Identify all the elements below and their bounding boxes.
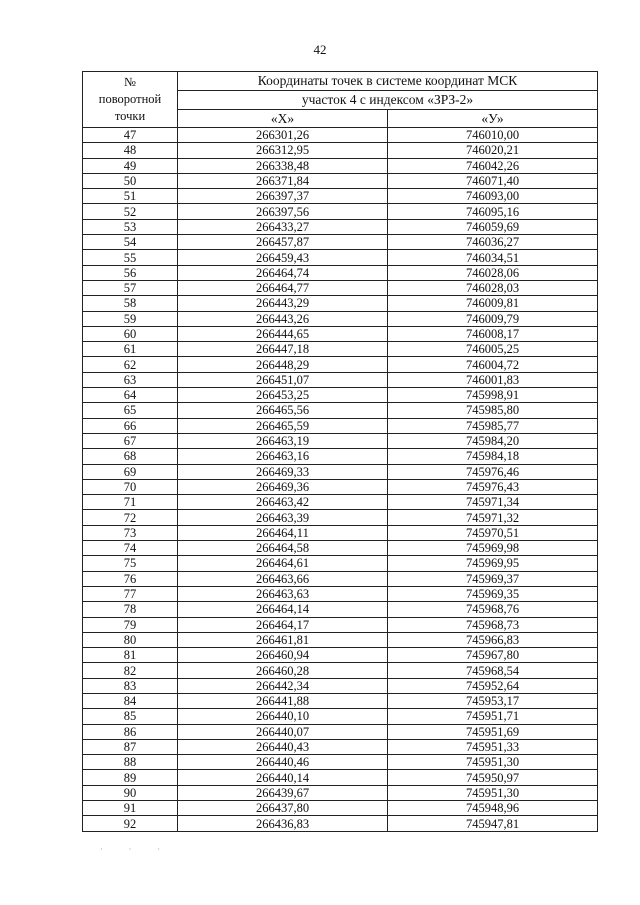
point-number-cell: 59 (83, 311, 178, 326)
table-row (83, 479, 598, 494)
x-coordinate-cell: 266460,28 (178, 663, 388, 678)
table-row (83, 525, 598, 540)
x-coordinate-cell: 266437,80 (178, 801, 388, 816)
point-number-cell: 65 (83, 403, 178, 418)
table-row (83, 296, 598, 311)
point-number-cell: 64 (83, 388, 178, 403)
y-coordinate-cell: 746001,83 (388, 372, 598, 387)
table-row (83, 464, 598, 479)
y-coordinate-cell: 745969,95 (388, 556, 598, 571)
y-coordinate-cell: 746009,79 (388, 311, 598, 326)
x-coordinate-cell: 266447,18 (178, 342, 388, 357)
table-row (83, 755, 598, 770)
table-row (83, 418, 598, 433)
table-row (83, 709, 598, 724)
x-coordinate-cell: 266469,36 (178, 479, 388, 494)
y-coordinate-cell: 745971,32 (388, 510, 598, 525)
x-coordinate-cell: 266433,27 (178, 219, 388, 234)
x-coordinate-cell: 266463,19 (178, 433, 388, 448)
point-number-cell: 92 (83, 816, 178, 831)
point-number-cell: 75 (83, 556, 178, 571)
y-coordinate-cell: 745985,80 (388, 403, 598, 418)
x-coordinate-cell: 266463,39 (178, 510, 388, 525)
point-number-cell: 61 (83, 342, 178, 357)
y-coordinate-cell: 746071,40 (388, 173, 598, 188)
table-row (83, 510, 598, 525)
table-row (83, 663, 598, 678)
table-row (83, 204, 598, 219)
x-coordinate-cell: 266453,25 (178, 388, 388, 403)
table-row (83, 739, 598, 754)
x-coordinate-cell: 266464,61 (178, 556, 388, 571)
coordinates-table (82, 71, 598, 832)
point-number-cell: 66 (83, 418, 178, 433)
table-row (83, 724, 598, 739)
y-coordinate-cell: 745969,35 (388, 586, 598, 601)
x-coordinate-cell: 266463,16 (178, 449, 388, 464)
table-row (83, 433, 598, 448)
table-row (83, 189, 598, 204)
table-row (83, 265, 598, 280)
point-number-cell: 76 (83, 571, 178, 586)
point-number-cell: 51 (83, 189, 178, 204)
table-row (83, 173, 598, 188)
y-coordinate-cell: 745984,20 (388, 433, 598, 448)
point-number-cell: 84 (83, 693, 178, 708)
table-row (83, 326, 598, 341)
x-coordinate-cell: 266338,48 (178, 158, 388, 173)
table-row (83, 342, 598, 357)
x-coordinate-cell: 266464,77 (178, 280, 388, 295)
point-number-header (83, 72, 178, 128)
y-coordinate-cell: 746009,81 (388, 296, 598, 311)
x-column-header: «Х» (178, 110, 388, 128)
y-coordinate-cell: 745976,43 (388, 479, 598, 494)
x-coordinate-cell: 266441,88 (178, 693, 388, 708)
point-number-cell: 48 (83, 143, 178, 158)
y-coordinate-cell: 745966,83 (388, 632, 598, 647)
y-coordinate-cell: 746020,21 (388, 143, 598, 158)
y-coordinate-cell: 746005,25 (388, 342, 598, 357)
x-coordinate-cell: 266463,42 (178, 495, 388, 510)
table-row (83, 632, 598, 647)
x-coordinate-cell: 266464,17 (178, 617, 388, 632)
table-row (83, 158, 598, 173)
point-number-cell: 60 (83, 326, 178, 341)
point-number-cell: 55 (83, 250, 178, 265)
table-row (83, 556, 598, 571)
point-number-cell: 81 (83, 648, 178, 663)
y-coordinate-cell: 746059,69 (388, 219, 598, 234)
x-coordinate-cell: 266439,67 (178, 785, 388, 800)
point-number-cell: 72 (83, 510, 178, 525)
point-number-cell: 50 (83, 173, 178, 188)
point-number-header-line-2: поворотной (98, 92, 162, 106)
y-coordinate-cell: 745952,64 (388, 678, 598, 693)
y-column-header: «У» (388, 110, 598, 128)
x-coordinate-cell: 266461,81 (178, 632, 388, 647)
x-coordinate-cell: 266397,56 (178, 204, 388, 219)
x-coordinate-cell: 266440,43 (178, 739, 388, 754)
point-number-cell: 52 (83, 204, 178, 219)
y-coordinate-cell: 745951,71 (388, 709, 598, 724)
table-row (83, 495, 598, 510)
y-coordinate-cell: 745967,80 (388, 648, 598, 663)
table-row (83, 449, 598, 464)
table-row (83, 128, 598, 143)
y-coordinate-cell: 746028,06 (388, 265, 598, 280)
point-number-cell: 74 (83, 541, 178, 556)
table-row (83, 541, 598, 556)
y-coordinate-cell: 745969,98 (388, 541, 598, 556)
point-number-cell: 88 (83, 755, 178, 770)
point-number-cell: 54 (83, 235, 178, 250)
x-coordinate-cell: 266465,59 (178, 418, 388, 433)
point-number-cell: 57 (83, 280, 178, 295)
x-coordinate-cell: 266436,83 (178, 816, 388, 831)
point-number-cell: 62 (83, 357, 178, 372)
y-coordinate-cell: 745948,96 (388, 801, 598, 816)
x-coordinate-cell: 266469,33 (178, 464, 388, 479)
y-coordinate-cell: 746004,72 (388, 357, 598, 372)
table-row (83, 219, 598, 234)
x-coordinate-cell: 266440,46 (178, 755, 388, 770)
y-coordinate-cell: 746028,03 (388, 280, 598, 295)
table-row (83, 143, 598, 158)
point-number-header-line-3: точки (114, 109, 146, 123)
x-coordinate-cell: 266301,26 (178, 128, 388, 143)
point-number-cell: 80 (83, 632, 178, 647)
y-coordinate-cell: 745947,81 (388, 816, 598, 831)
x-coordinate-cell: 266463,66 (178, 571, 388, 586)
y-coordinate-cell: 745968,73 (388, 617, 598, 632)
point-number-cell: 87 (83, 739, 178, 754)
table-row (83, 617, 598, 632)
point-number-cell: 53 (83, 219, 178, 234)
point-number-cell: 82 (83, 663, 178, 678)
y-coordinate-cell: 746010,00 (388, 128, 598, 143)
table-row (83, 235, 598, 250)
table-row (83, 602, 598, 617)
point-number-cell: 58 (83, 296, 178, 311)
x-coordinate-cell: 266459,43 (178, 250, 388, 265)
point-number-cell: 73 (83, 525, 178, 540)
x-coordinate-cell: 266397,37 (178, 189, 388, 204)
point-number-cell: 89 (83, 770, 178, 785)
table-row (83, 648, 598, 663)
table-row (83, 801, 598, 816)
x-coordinate-cell: 266464,74 (178, 265, 388, 280)
point-number-cell: 56 (83, 265, 178, 280)
page-number: 42 (313, 42, 327, 57)
x-coordinate-cell: 266443,29 (178, 296, 388, 311)
point-number-cell: 78 (83, 602, 178, 617)
x-coordinate-cell: 266463,63 (178, 586, 388, 601)
y-coordinate-cell: 746042,26 (388, 158, 598, 173)
y-coordinate-cell: 745950,97 (388, 770, 598, 785)
table-row (83, 678, 598, 693)
y-coordinate-cell: 745984,18 (388, 449, 598, 464)
table-row (83, 816, 598, 831)
y-coordinate-cell: 745976,46 (388, 464, 598, 479)
point-number-cell: 83 (83, 678, 178, 693)
x-coordinate-cell: 266440,14 (178, 770, 388, 785)
x-coordinate-cell: 266457,87 (178, 235, 388, 250)
table-row (83, 250, 598, 265)
scan-artifact: · · · (100, 845, 172, 854)
coordinate-system-title: Координаты точек в системе координат МСК (178, 72, 598, 91)
point-number-cell: 79 (83, 617, 178, 632)
y-coordinate-cell: 745969,37 (388, 571, 598, 586)
y-coordinate-cell: 745951,33 (388, 739, 598, 754)
point-number-cell: 68 (83, 449, 178, 464)
y-coordinate-cell: 745968,76 (388, 602, 598, 617)
y-coordinate-cell: 746093,00 (388, 189, 598, 204)
table-row (83, 311, 598, 326)
table-row (83, 372, 598, 387)
x-coordinate-cell: 266464,58 (178, 541, 388, 556)
x-coordinate-cell: 266440,10 (178, 709, 388, 724)
table-row (83, 693, 598, 708)
table-row (83, 785, 598, 800)
y-coordinate-cell: 745970,51 (388, 525, 598, 540)
x-coordinate-cell: 266444,65 (178, 326, 388, 341)
point-number-header-line-1: № (124, 75, 136, 89)
x-coordinate-cell: 266371,84 (178, 173, 388, 188)
table-body (83, 128, 598, 832)
x-coordinate-cell: 266443,26 (178, 311, 388, 326)
point-number-cell: 47 (83, 128, 178, 143)
y-coordinate-cell: 745951,30 (388, 785, 598, 800)
table-row (83, 586, 598, 601)
y-coordinate-cell: 745971,34 (388, 495, 598, 510)
y-coordinate-cell: 745998,91 (388, 388, 598, 403)
x-coordinate-cell: 266442,34 (178, 678, 388, 693)
point-number-cell: 67 (83, 433, 178, 448)
x-coordinate-cell: 266440,07 (178, 724, 388, 739)
point-number-cell: 90 (83, 785, 178, 800)
x-coordinate-cell: 266451,07 (178, 372, 388, 387)
y-coordinate-cell: 745985,77 (388, 418, 598, 433)
x-coordinate-cell: 266465,56 (178, 403, 388, 418)
point-number-cell: 77 (83, 586, 178, 601)
point-number-cell: 86 (83, 724, 178, 739)
point-number-cell: 69 (83, 464, 178, 479)
point-number-cell: 91 (83, 801, 178, 816)
x-coordinate-cell: 266312,95 (178, 143, 388, 158)
point-number-cell: 49 (83, 158, 178, 173)
y-coordinate-cell: 746034,51 (388, 250, 598, 265)
y-coordinate-cell: 746036,27 (388, 235, 598, 250)
table-row (83, 571, 598, 586)
y-coordinate-cell: 745951,69 (388, 724, 598, 739)
plot-subtitle: участок 4 с индексом «ЗРЗ-2» (178, 91, 598, 110)
point-number-cell: 70 (83, 479, 178, 494)
x-coordinate-cell: 266464,11 (178, 525, 388, 540)
y-coordinate-cell: 745968,54 (388, 663, 598, 678)
x-coordinate-cell: 266464,14 (178, 602, 388, 617)
x-coordinate-cell: 266460,94 (178, 648, 388, 663)
table-row (83, 403, 598, 418)
x-coordinate-cell: 266448,29 (178, 357, 388, 372)
table-row (83, 388, 598, 403)
table-row (83, 770, 598, 785)
y-coordinate-cell: 745953,17 (388, 693, 598, 708)
y-coordinate-cell: 745951,30 (388, 755, 598, 770)
table-row (83, 280, 598, 295)
y-coordinate-cell: 746095,16 (388, 204, 598, 219)
y-coordinate-cell: 746008,17 (388, 326, 598, 341)
point-number-cell: 63 (83, 372, 178, 387)
point-number-cell: 71 (83, 495, 178, 510)
table-row (83, 357, 598, 372)
point-number-cell: 85 (83, 709, 178, 724)
